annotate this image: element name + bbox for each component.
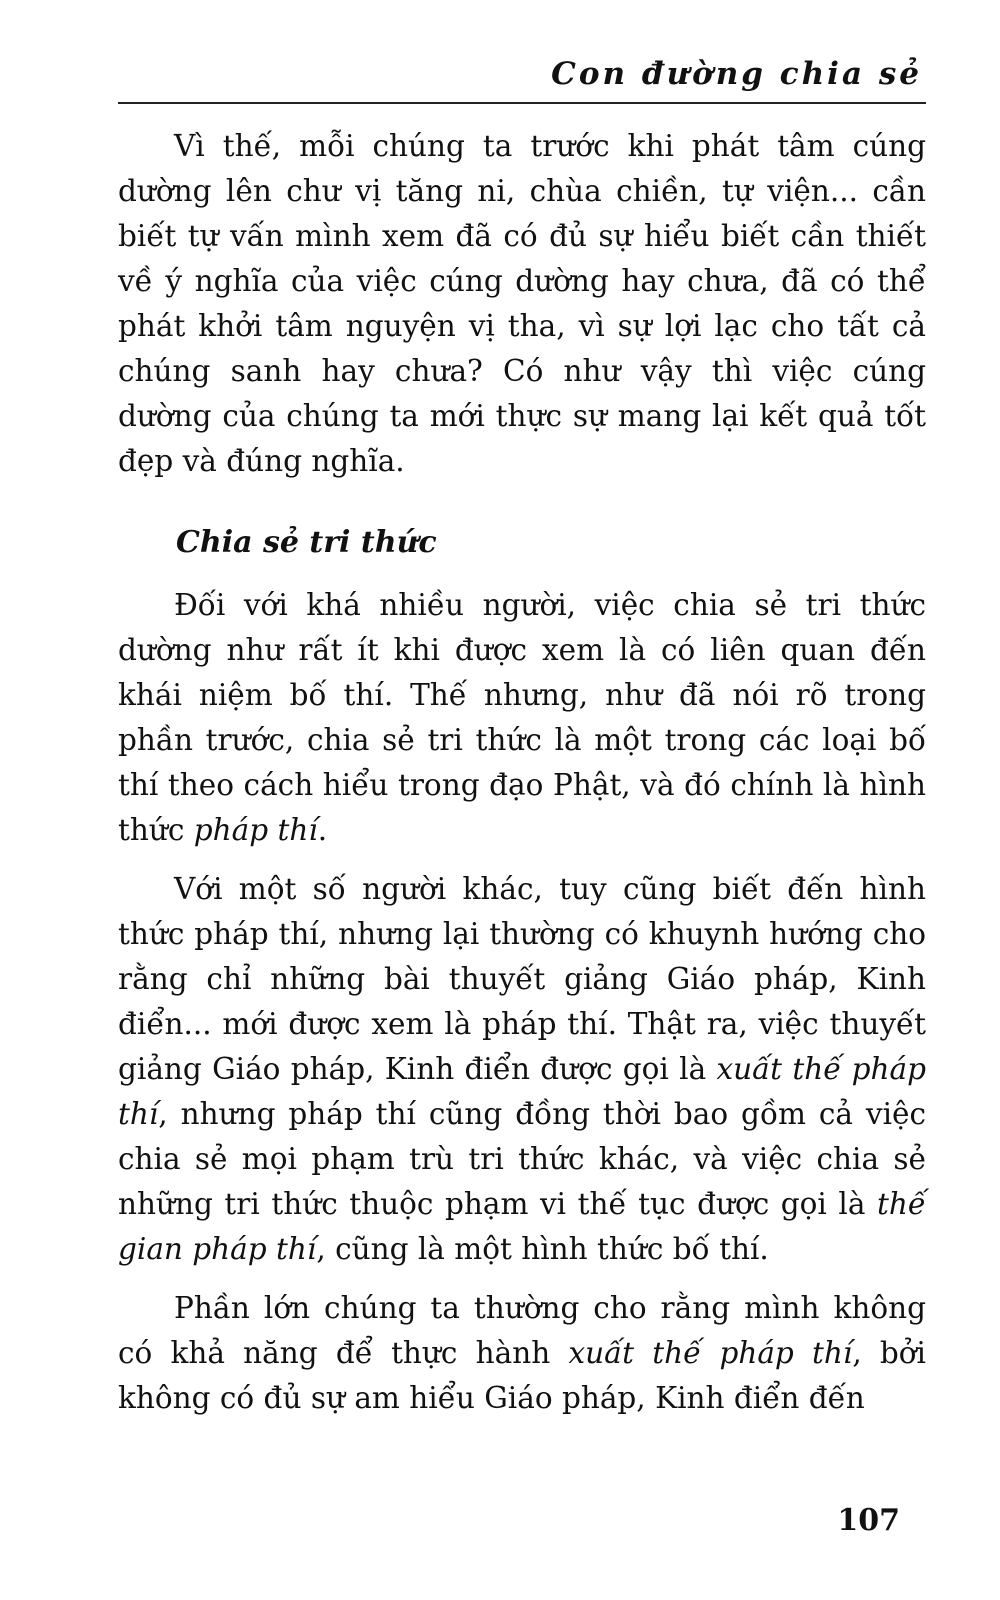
paragraph-1 [118, 124, 926, 484]
running-title: Con đường chia sẻ [551, 56, 922, 92]
paragraph-3-text-c: , nhưng pháp thí cũng đồng thời bao gồm cả việc chia sẻ mọi phạm trù tri thức khác, và việc chia sẻ những tri thức thuộc phạm vi thế tục được gọi là [118, 1097, 926, 1221]
paragraph-3-italic-term-2: thế gian pháp thí [118, 1187, 926, 1266]
paragraph-4-text-c: , bởi không có đủ sự am hiểu Giáo pháp, Kinh điển đến [118, 1336, 926, 1415]
section-heading: Chia sẻ tri thức [176, 525, 437, 560]
page-header [118, 52, 926, 104]
paragraph-4 [118, 1286, 926, 1421]
paragraph-3-text-e: , cũng là một hình thức bố thí. [316, 1232, 769, 1266]
paragraph-3-text-a: Với một số người khác, tuy cũng biết đến hình thức pháp thí, nhưng lại thường có khuynh hướng cho rằng chỉ những bài thuyết giảng Giáo pháp, Kinh điển... mới được xem là pháp thí. Thật ra, việc thuyết giảng Giáo pháp, Kinh điển được gọi là [118, 872, 926, 1086]
page-number: 107 [837, 1503, 900, 1538]
paragraph-3-italic-term-1: xuất thế pháp thí [118, 1052, 926, 1131]
paragraph-2-text-a: Đối với khá nhiều người, việc chia sẻ tri thức dường như rất ít khi được xem là có liên quan đến khái niệm bố thí. Thế nhưng, như đã nói rõ trong phần trước, chia sẻ tri thức là một trong các loại bố thí theo cách hiểu trong đạo Phật, và đó chính là hình thức [118, 588, 926, 847]
paragraph-3 [118, 867, 926, 1272]
paragraph-2-text-c: . [317, 813, 328, 847]
paragraph-2-italic-term: pháp thí [193, 813, 318, 847]
paragraph-1-text: Vì thế, mỗi chúng ta trước khi phát tâm cúng dường lên chư vị tăng ni, chùa chiền, tự viện... cần biết tự vấn mình xem đã có đủ sự hiểu biết cần thiết về ý nghĩa của việc cúng dường hay chưa, đã có thể phát khởi tâm nguyện vị tha, vì sự lợi lạc cho tất cả chúng sanh hay chưa? Có như vậy thì việc cúng dường của chúng ta mới thực sự mang lại kết quả tốt đẹp và đúng nghĩa. [118, 129, 926, 478]
body-text [118, 124, 926, 1421]
paragraph-4-text-a: Phần lớn chúng ta thường cho rằng mình không có khả năng để thực hành [118, 1291, 926, 1370]
paragraph-4-italic-term: xuất thế pháp thí [568, 1336, 853, 1370]
paragraph-2 [118, 583, 926, 853]
